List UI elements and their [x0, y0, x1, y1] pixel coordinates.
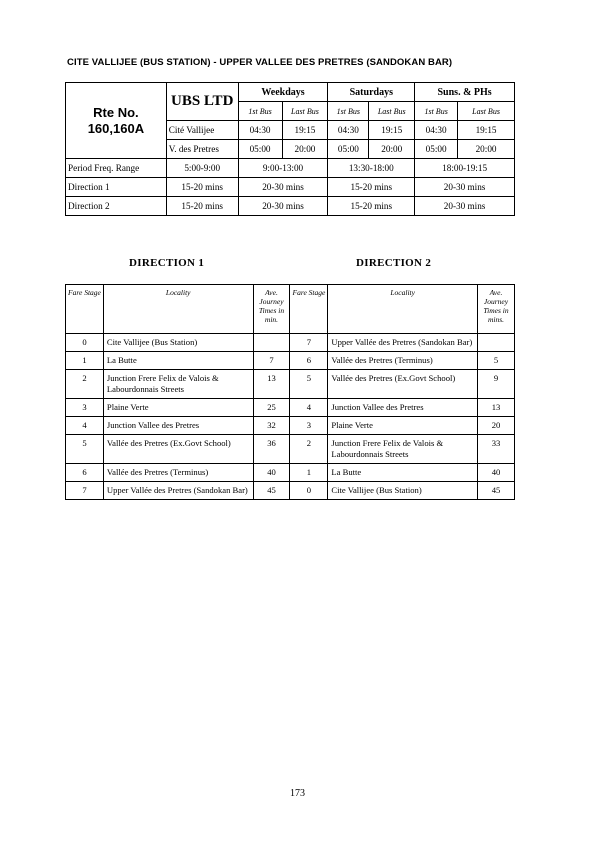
locality-cell: La Butte — [103, 352, 253, 370]
journey-time-cell: 20 — [477, 417, 514, 435]
time-cell: 04:30 — [238, 121, 282, 140]
operator-name: UBS LTD — [166, 83, 238, 121]
freq-cell: 20-30 mins — [238, 178, 328, 197]
fare-stage-cell: 1 — [290, 464, 328, 482]
direction-freq-row — [66, 178, 515, 197]
fare-stage-header: Fare Stage — [66, 285, 104, 334]
route-cell — [66, 83, 167, 159]
locality-cell: Vallée des Pretres (Ex.Govt School) — [328, 370, 478, 399]
fare-stage-cell: 4 — [66, 417, 104, 435]
time-cell: 05:00 — [328, 140, 369, 159]
journey-time-cell: 36 — [253, 435, 290, 464]
freq-cell: 20-30 mins — [238, 197, 328, 216]
locality-cell: Junction Frere Felix de Valois & Labourdonnais Streets — [103, 370, 253, 399]
time-cell: 20:00 — [369, 140, 415, 159]
first-bus-label: 1st Bus — [415, 102, 458, 121]
locality-cell: Upper Vallée des Pretres (Sandokan Bar) — [103, 482, 253, 500]
fare-stage-cell: 5 — [290, 370, 328, 399]
fare-stage-cell: 0 — [66, 334, 104, 352]
fare-stage-cell: 6 — [66, 464, 104, 482]
fare-stage-cell: 6 — [290, 352, 328, 370]
fare-stage-cell: 2 — [66, 370, 104, 399]
journey-time-header: Ave. Journey Times in mins. — [477, 285, 514, 334]
journey-time-cell: 25 — [253, 399, 290, 417]
first-bus-label: 1st Bus — [238, 102, 282, 121]
sundays-header: Suns. & PHs — [415, 83, 515, 102]
freq-cell: 20-30 mins — [415, 197, 515, 216]
table-row — [66, 417, 515, 435]
journey-time-cell — [253, 334, 290, 352]
stop-name: Cité Vallijee — [166, 121, 238, 140]
last-bus-label: Last Bus — [369, 102, 415, 121]
period-label: Period Freq. Range — [66, 159, 167, 178]
journey-time-cell: 13 — [477, 399, 514, 417]
locality-cell: Vallée des Pretres (Ex.Govt School) — [103, 435, 253, 464]
direction-1-title: DIRECTION 1 — [129, 257, 205, 269]
journey-time-cell: 45 — [253, 482, 290, 500]
locality-cell: Junction Vallee des Pretres — [328, 399, 478, 417]
direction-label: Direction 2 — [66, 197, 167, 216]
table-row — [66, 352, 515, 370]
direction-header-row — [66, 285, 515, 334]
fare-stage-cell: 3 — [66, 399, 104, 417]
freq-cell: 15-20 mins — [166, 178, 238, 197]
time-cell: 20:00 — [282, 140, 328, 159]
time-cell: 05:00 — [415, 140, 458, 159]
table-row — [66, 370, 515, 399]
freq-cell: 15-20 mins — [328, 197, 415, 216]
table-row — [66, 399, 515, 417]
time-cell: 19:15 — [369, 121, 415, 140]
fare-stage-cell: 1 — [66, 352, 104, 370]
page-number: 173 — [290, 788, 305, 799]
locality-header: Locality — [328, 285, 478, 334]
direction-table-body — [66, 334, 515, 500]
fare-stage-cell: 5 — [66, 435, 104, 464]
fare-stage-cell: 7 — [290, 334, 328, 352]
journey-time-cell: 13 — [253, 370, 290, 399]
direction-freq-row — [66, 197, 515, 216]
journey-time-cell: 5 — [477, 352, 514, 370]
journey-time-header: Ave. Journey Times in min. — [253, 285, 290, 334]
freq-cell: 20-30 mins — [415, 178, 515, 197]
fare-stage-cell: 2 — [290, 435, 328, 464]
time-cell: 04:30 — [415, 121, 458, 140]
journey-time-cell: 45 — [477, 482, 514, 500]
locality-cell: Cite Vallijee (Bus Station) — [103, 334, 253, 352]
fare-stage-cell: 3 — [290, 417, 328, 435]
journey-time-cell: 40 — [253, 464, 290, 482]
last-bus-label: Last Bus — [282, 102, 328, 121]
fare-stage-cell: 4 — [290, 399, 328, 417]
table-row — [66, 482, 515, 500]
journey-time-cell: 40 — [477, 464, 514, 482]
saturdays-header: Saturdays — [328, 83, 415, 102]
period-row — [66, 159, 515, 178]
locality-cell: Plaine Verte — [328, 417, 478, 435]
stop-name: V. des Pretres — [166, 140, 238, 159]
time-cell: 19:15 — [282, 121, 328, 140]
locality-cell: Upper Vallée des Pretres (Sandokan Bar) — [328, 334, 478, 352]
route-number: 160,160A — [87, 120, 145, 136]
schedule-table — [65, 82, 515, 216]
period-cell: 9:00-13:00 — [238, 159, 328, 178]
table-row — [66, 435, 515, 464]
journey-time-cell: 33 — [477, 435, 514, 464]
locality-cell: Vallée des Pretres (Terminus) — [328, 352, 478, 370]
direction-table — [65, 284, 515, 500]
fare-stage-cell: 7 — [66, 482, 104, 500]
locality-cell: La Butte — [328, 464, 478, 482]
period-cell: 18:00-19:15 — [415, 159, 515, 178]
locality-cell: Vallée des Pretres (Terminus) — [103, 464, 253, 482]
journey-time-cell — [477, 334, 514, 352]
locality-cell: Junction Vallee des Pretres — [103, 417, 253, 435]
time-cell: 05:00 — [238, 140, 282, 159]
freq-cell: 15-20 mins — [328, 178, 415, 197]
weekdays-header: Weekdays — [238, 83, 328, 102]
direction-label: Direction 1 — [66, 178, 167, 197]
locality-cell: Cite Vallijee (Bus Station) — [328, 482, 478, 500]
journey-time-cell: 9 — [477, 370, 514, 399]
fare-stage-header: Fare Stage — [290, 285, 328, 334]
period-cell: 13:30-18:00 — [328, 159, 415, 178]
fare-stage-cell: 0 — [290, 482, 328, 500]
freq-cell: 15-20 mins — [166, 197, 238, 216]
locality-header: Locality — [103, 285, 253, 334]
time-cell: 04:30 — [328, 121, 369, 140]
journey-time-cell: 32 — [253, 417, 290, 435]
journey-time-cell: 7 — [253, 352, 290, 370]
route-label: Rte No. — [93, 104, 139, 120]
page-heading: CITE VALLIJEE (BUS STATION) - UPPER VALLEE DES PRETRES (SANDOKAN BAR) — [67, 57, 453, 68]
period-cell: 5:00-9:00 — [166, 159, 238, 178]
locality-cell: Plaine Verte — [103, 399, 253, 417]
table-row — [66, 334, 515, 352]
direction-2-title: DIRECTION 2 — [356, 257, 432, 269]
locality-cell: Junction Frere Felix de Valois & Labourdonnais Streets — [328, 435, 478, 464]
last-bus-label: Last Bus — [458, 102, 515, 121]
table-row — [66, 464, 515, 482]
time-cell: 20:00 — [458, 140, 515, 159]
time-cell: 19:15 — [458, 121, 515, 140]
first-bus-label: 1st Bus — [328, 102, 369, 121]
